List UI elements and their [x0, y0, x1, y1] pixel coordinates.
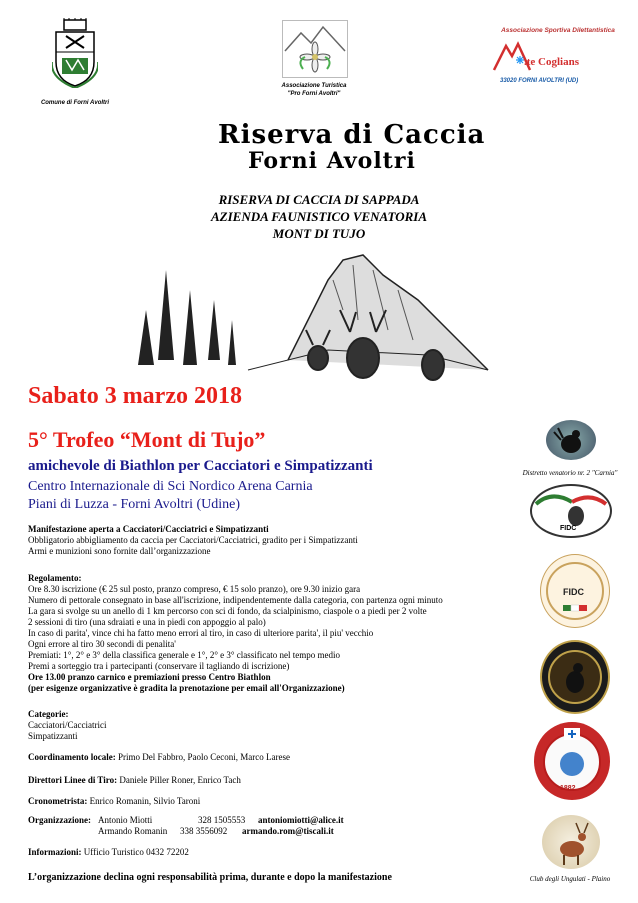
landscape-illustration: [128, 240, 498, 390]
disclaimer-footer: L’organizzazione declina ogni responsabilità prima, durante e dopo la manifestazione: [28, 872, 392, 883]
informazioni-row: [28, 847, 488, 858]
cross-emblem-logo: [534, 722, 610, 800]
club-ungulati-logo: [542, 815, 600, 869]
intro-block: [28, 524, 498, 557]
fidc-text-1: FIDC: [560, 525, 577, 532]
regolamento-line: La gara si svolge su un anello di 1 km percorso con sci di fondo, da scialpinismo, ciaspole o a piedi per 2 volte: [28, 606, 427, 616]
cronometrista-label: Cronometrista:: [28, 796, 88, 806]
categorie-heading: Categorie:: [28, 709, 69, 719]
regolamento-block: [28, 573, 518, 694]
comune-caption: Comune di Forni Avoltri: [40, 100, 110, 106]
regolamento-bold-2: (per esigenze organizzative è gradita la prenotazione per email all'Organizzazione): [28, 683, 345, 693]
informazioni-label: Informazioni:: [28, 847, 82, 857]
coglians-top: Associazione Sportiva Dilettantistica: [501, 27, 615, 34]
cronometrista-row: [28, 796, 488, 807]
regolamento-bold-1: Ore 13.00 pranzo carnico e premiazioni presso Centro Biathlon: [28, 672, 271, 682]
brand-line-2: Forni Avoltri: [248, 148, 416, 174]
fidc-text-2: FIDC: [563, 587, 584, 597]
distretto-logo: [546, 420, 596, 460]
event-date: Sabato 3 marzo 2018: [28, 383, 242, 409]
regolamento-heading: Regolamento:: [28, 573, 82, 583]
grouse-icon: [546, 420, 596, 460]
regolamento-line: 2 sessioni di tiro (una sdraiati e una in piedi con appoggio al palo): [28, 617, 266, 627]
org-line-3: MONT DI TUJO: [272, 226, 366, 241]
mountain-landscape-icon: [128, 240, 498, 390]
coglians-name: .te Coglians: [524, 56, 579, 68]
regolamento-line: Ogni errore al tiro 30 secondi di penalita': [28, 639, 176, 649]
regolamento-line: Ore 8.30 iscrizione (€ 25 sul posto, pranzo compreso, € 15 solo pranzo), ore 9.30 inizio gara: [28, 584, 361, 594]
coordinamento-value: Primo Del Fabbro, Paolo Ceconi, Marco Larese: [115, 752, 290, 762]
comune-logo: [52, 18, 98, 88]
organizzazione-phone-2: 338 3556092: [180, 826, 228, 836]
organizzazione-phone-1: 328 1505553: [198, 815, 246, 825]
coordinamento-row: [28, 752, 488, 763]
pro-loco-caption-1: Associazione Turistica: [281, 83, 347, 89]
fidc-emblem-icon: [541, 555, 609, 627]
dog-emblem-icon: [532, 486, 610, 536]
fidc-logo-1: [530, 484, 612, 538]
event-trofeo: 5° Trofeo “Mont di Tujo”: [28, 427, 266, 452]
regolamento-line: In caso di parita', vince chi ha fatto meno errori al tiro, in caso di ulteriore parita', il piu' vecchio: [28, 628, 374, 638]
event-venue-2: Piani di Luzza - Forni Avoltri (Udine): [28, 497, 241, 512]
informazioni-value: Ufficio Turistico 0432 72202: [81, 847, 189, 857]
direttori-value: Daniele Piller Roner, Enrico Tach: [117, 775, 241, 785]
intro-heading: Manifestazione aperta a Cacciatori/Cacciatrici e Simpatizzanti: [28, 524, 269, 534]
event-subtitle: amichevole di Biathlon per Cacciatori e Simpatizzanti: [28, 458, 373, 474]
distretto-caption: Distretto venatorio nr. 2 "Carnia": [522, 469, 618, 477]
cross-emblem-icon: [534, 722, 610, 800]
direttori-row: [28, 775, 488, 786]
fidc-logo-2: [540, 554, 610, 628]
emblem-year: 1882: [560, 785, 576, 792]
categorie-block: [28, 709, 328, 742]
categorie-item: Cacciatori/Cacciatrici: [28, 720, 107, 730]
categorie-item: Simpatizzanti: [28, 731, 78, 741]
edelweiss-icon: [283, 21, 347, 77]
org-line-2: AZIENDA FAUNISTICO VENATORIA: [210, 209, 428, 224]
regolamento-line: Premi a sorteggio tra i partecipanti (conservare il tagliando di iscrizione): [28, 661, 290, 671]
brand-line-1: Riserva di Caccia: [218, 120, 486, 150]
org-line-1: RISERVA DI CACCIA DI SAPPADA: [218, 192, 420, 207]
cronometrista-value: Enrico Romanin, Silvio Taroni: [87, 796, 201, 806]
intro-line-1: Obbligatorio abbigliamento da caccia per Cacciatori/Cacciatrici, gradito per i Simpatizzanti: [28, 535, 358, 545]
organizzazione-name-1: Antonio Miotti: [98, 815, 153, 825]
organizzazione-email-1[interactable]: antoniomiotti@alice.it: [258, 815, 344, 825]
regolamento-line: Premiati: 1°, 2° e 3° della classifica generale e 1°, 2° e 3° classificato nel tempo medio: [28, 650, 340, 660]
pro-loco-logo: [282, 20, 348, 78]
coat-of-arms-icon: [52, 18, 98, 88]
grouse-emblem-icon: [542, 642, 608, 712]
organizzazione-label: Organizzazione:: [28, 815, 91, 825]
event-venue-1: Centro Internazionale di Sci Nordico Arena Carnia: [28, 479, 313, 494]
hunting-club-logo: [540, 640, 610, 714]
direttori-label: Direttori Linee di Tiro:: [28, 775, 118, 785]
intro-line-2: Armi e munizioni sono fornite dall’organizzazione: [28, 546, 211, 556]
organizzazione-name-2: Armando Romanin: [98, 826, 168, 836]
pro-loco-caption-2: "Pro Forni Avoltri": [287, 91, 341, 97]
organizzazione-email-2[interactable]: armando.rom@tiscali.it: [242, 826, 334, 836]
deer-icon: [542, 815, 600, 869]
coordinamento-label: Coordinamento locale:: [28, 752, 116, 762]
regolamento-line: Numero di pettorale consegnato in base all'iscrizione, indipendentemente dalla categoria, con partenza ogni minuto: [28, 595, 443, 605]
coglians-address: 33020 FORNI AVOLTRI (UD): [500, 78, 579, 84]
club-caption: Club degli Ungulati - Plaino: [529, 875, 611, 883]
